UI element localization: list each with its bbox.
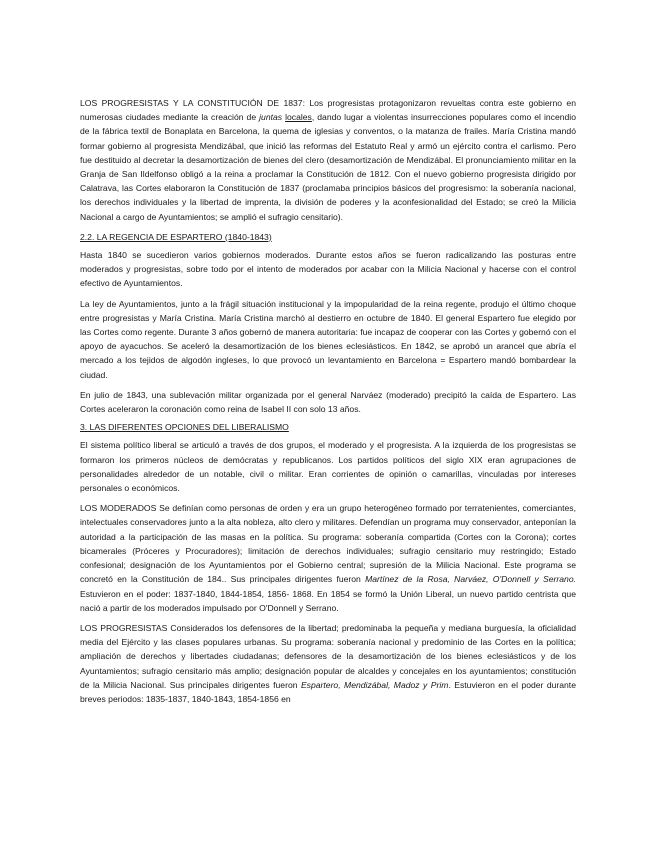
document-page — [80, 96, 576, 712]
text-juntas: juntas — [259, 112, 283, 123]
text-segment: , dando lugar a violentas insurrecciones populares como el incendio de la fábrica textil de Bonaplata en Barcelona, la quema de iglesias y conventos, o la matanza de frailes. María Cristina mandó formar gobierno al progresista Mendizábal, que inició las reformas del Estatuto Real y armó un ejército contra el carlismo. Pero fue destituido al decretar la desamortización de bienes del clero (desamortización de Mendizábal. El pronunciamiento militar en la Granja de San Ildelfonso obligó a la reina a proclamar la Constitución de 1812. Con el nuevo gobierno progresista dirigido por Calatrava, las Cortes elaboraron la Constitución de 1837 (proclamaba principios básicos del progresismo: la soberanía nacional, los derechos individuales y la libertad de imprenta, la división de poderes y la aconfesionalidad del Estado; se creó la Milicia Nacional a cargo de Ayuntamientos; se amplió el sufragio censitario). — [80, 112, 577, 222]
paragraph-gobiernos-moderados: Hasta 1840 se sucedieron varios gobiernos moderados. Durante estos años se fueron radicalizando las posturas entre moderados y progresistas, sobre todo por el intento de moderados por acabar con la Milicia Nacional y hacerse con el control efectivo de Ayuntamientos. — [80, 250, 576, 289]
paragraph-sistema-politico: El sistema político liberal se articuló a través de dos grupos, el moderado y el progresista. A la izquierda de los progresistas se formaron los primeros núcleos de demócratas y republicanos. Los partidos políticos del siglo XIX eran agrupaciones de personalidades alrededor de un notable, civil o militar. Eran corrientes de opinión o camarillas, vinculadas por intereses personales o económicos. — [80, 440, 576, 494]
text-segment: Estuvieron en el poder: 1837-1840, 1844-1854, 1856- 1868. En 1854 se formó la Unión Liberal, un nuevo partido centrista que nació a partir de los moderados impulsado por O'Donnell y Serrano. — [80, 588, 576, 613]
text-locales: locales — [285, 112, 312, 123]
text-segment: LOS PROGRESISTAS Y LA CONSTITUCIÓN DE 1837: Los progresistas protagonizaron revueltas contra este gobierno en numerosas ciudades mediante la creación de — [80, 98, 576, 123]
heading-opciones-liberalismo: 3. LAS DIFERENTES OPCIONES DEL LIBERALISMO — [80, 422, 289, 433]
text-segment: LOS PROGRESISTAS Considerados los defensores de la libertad; predominaba la pequeña y mediana burguesía, la oficialidad media del Ejército y las clases populares urbanas. Su programa: soberanía nacional y predominio de las Cortes en la política; ampliación de derechos y libertades ciudadanas; defensores de la desamortización de los bienes eclesiásticos y de los Ayuntamientos; sufragio censitario más amplio; designación popular de alcaldes y concejales en los ayuntamientos; constitución de la Milicia Nacional. Sus principales dirigentes fueron — [80, 622, 576, 690]
paragraph-ley-ayuntamientos: La ley de Ayuntamientos, junto a la frágil situación institucional y la impopularidad de la reina regente, produjo el último choque entre progresistas y María Cristina. María Cristina marchó al destierro en octubre de 1840. El general Espartero fue elegido por las Cortes como regente. Durante 3 años gobernó de manera autoritaria: fue incapaz de cooperar con las Cortes y gobernó con el apoyo de ayacuchos. Se aceleró la desamortización de los bienes eclesiásticos. En 1842, se aprobó un arancel que abría el mercado a los tejidos de algodón ingleses, lo que provocó un levantamiento en Barcelona = Espartero mandó bombardear la ciudad. — [80, 298, 576, 380]
text-dirigentes-moderados: Martínez de la Rosa, Narváez, O'Donnell y Serrano. — [365, 574, 576, 585]
text-segment: LOS MODERADOS Se definían como personas de orden y era un grupo heterogéneo formado por terratenientes, comerciantes, intelectuales conservadores junto a la alta nobleza, alto clero y militares. Defendían un programa muy conservador, anteponían la autoridad a la participación de las masas en la política. Su programa: soberanía compartida (Cortes con la Corona); cortes bicamerales (Próceres y Procuradores); limitación de derechos individuales; sufragio censitario muy restringido; Estado confesional; designación de los Ayuntamientos por el Gobierno central; supresión de la Milicia Nacional. Este programa se concretó en la Constitución de 184.. Sus principales dirigentes fueron — [80, 503, 576, 585]
paragraph-julio-1843: En julio de 1843, una sublevación militar organizada por el general Narváez (moderado) precipitó la caída de Espartero. Las Cortes aceleraron la coronación como reina de Isabel II con solo 13 años. — [80, 389, 576, 415]
text-dirigentes-progresistas: Espartero, Mendizábal, Madoz y Prim — [300, 679, 449, 690]
paragraph-progresistas-1837 — [80, 96, 576, 224]
paragraph-progresistas — [80, 621, 576, 706]
paragraph-moderados — [80, 501, 576, 615]
heading-regencia-espartero: 2.2. LA REGENCIA DE ESPARTERO (1840-1843) — [80, 231, 272, 242]
text-segment: . Estuvieron en el poder durante breves periodos: 1835-1837, 1840-1843, 1854-1856 en — [80, 679, 576, 704]
